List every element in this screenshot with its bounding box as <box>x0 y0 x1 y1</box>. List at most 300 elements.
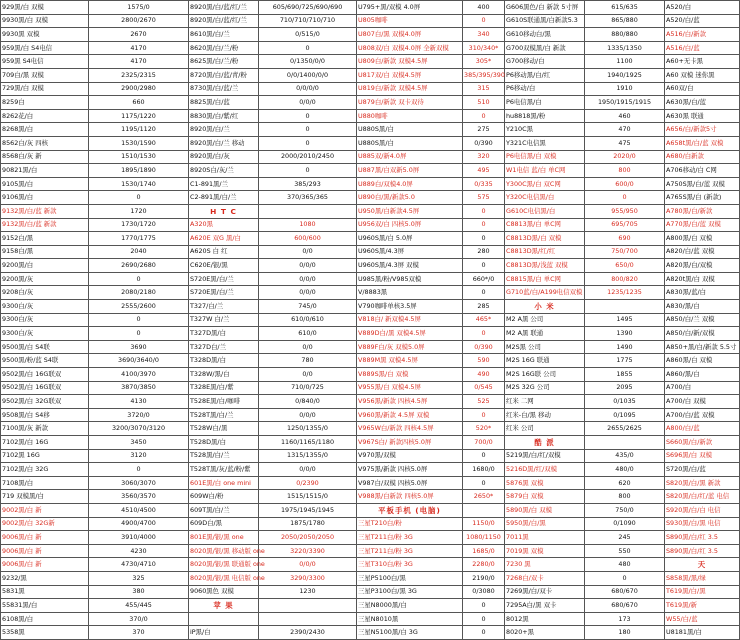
table-cell: 800 <box>585 164 665 178</box>
table-cell: 4170 <box>89 41 189 55</box>
table-row <box>1 463 740 477</box>
table-cell: V889S黑/白 双模 <box>357 368 463 382</box>
table-cell: 700/0 <box>463 436 505 450</box>
table-cell: 8625黑/白/兰/粉 <box>189 55 259 69</box>
table-cell: 7268白/双卡 <box>505 571 585 585</box>
table-cell <box>259 204 357 218</box>
table-cell: 650/0 <box>585 259 665 273</box>
table-cell: 4900/4700 <box>89 517 189 531</box>
table-cell: 750/700 <box>585 245 665 259</box>
table-cell <box>463 503 505 517</box>
table-cell: A800/白/蓝 <box>665 422 740 436</box>
table-row <box>1 204 740 218</box>
table-cell: 0 <box>463 408 505 422</box>
table-cell: 9930黑 双模 <box>1 28 89 42</box>
table-cell: S930黑/白/黑 电信 <box>665 517 740 531</box>
table-cell: C8813D黑/红/红 <box>505 245 585 259</box>
table-cell: 9232/黑 <box>1 571 89 585</box>
table-cell: V956黑/新款 四核4.5屏 <box>357 395 463 409</box>
table-cell: 1335/1350 <box>585 41 665 55</box>
table-cell: 780 <box>259 354 357 368</box>
table-cell: 红米 二网 <box>505 395 585 409</box>
table-cell: 3450 <box>89 436 189 450</box>
table-cell: 8920黑/白/兰 <box>189 123 259 137</box>
table-cell: 2095 <box>585 381 665 395</box>
table-cell: 0 <box>89 327 189 341</box>
table-cell: 3200/3070/3120 <box>89 422 189 436</box>
table-cell: 9500黑/白 S4联 <box>1 340 89 354</box>
table-cell: 0 <box>585 571 665 585</box>
table-cell: 三星N5100黑/白 3G <box>357 626 463 640</box>
table-cell: 4230 <box>89 544 189 558</box>
table-cell: 525 <box>463 395 505 409</box>
table-cell: 315 <box>463 82 505 96</box>
table-cell: 三星T211白/粉 3G <box>357 531 463 545</box>
table-row <box>1 259 740 273</box>
table-cell: 0 <box>259 109 357 123</box>
table-cell: A516/白/蓝 <box>665 41 740 55</box>
table-cell: 1940/1925 <box>585 68 665 82</box>
table-cell: T528T黑/灰/蓝/粉/紫 <box>189 463 259 477</box>
table-cell: 5879白 双模 <box>505 490 585 504</box>
table-row <box>1 408 740 422</box>
section-heading: 天 <box>665 558 740 572</box>
table-cell: iP黑/白 <box>189 626 259 640</box>
table-cell: T327D黑/白 <box>189 327 259 341</box>
table-cell: 400 <box>463 1 505 15</box>
table-cell: M2 A黑 公司 <box>505 313 585 327</box>
table-row <box>1 436 740 450</box>
table-cell: S720E黑/白/兰 <box>189 272 259 286</box>
table-cell: M2S 32G 公司 <box>505 381 585 395</box>
table-cell: A830/黑/白 <box>665 300 740 314</box>
table-cell: S660黑/白/新款 <box>665 436 740 450</box>
table-row <box>1 381 740 395</box>
table-cell: hu8818黑/粉 <box>505 109 585 123</box>
table-cell: 0 <box>463 612 505 626</box>
table-cell: 5950黑/白/黑 <box>505 517 585 531</box>
table-cell: 380 <box>89 585 189 599</box>
table-row <box>1 422 740 436</box>
table-cell: 1910 <box>585 82 665 96</box>
table-cell: S820黑/白/红/蓝 电信 <box>665 490 740 504</box>
section-heading: 平板手机 (电脑) <box>357 503 463 517</box>
table-cell: U880S黑/白 <box>357 123 463 137</box>
table-cell: A320黑 <box>189 218 259 232</box>
table-cell: M2S 16G 联通 <box>505 354 585 368</box>
table-cell: A620S 白 红 <box>189 245 259 259</box>
table-cell: A620E 双G 黑/白 <box>189 232 259 246</box>
table-cell: A820/白/蓝 双模 <box>665 245 740 259</box>
table-row <box>1 68 740 82</box>
table-row <box>1 300 740 314</box>
table-cell: 2325/2315 <box>89 68 189 82</box>
table-row <box>1 558 740 572</box>
table-cell: 90821黑/白 <box>1 164 89 178</box>
table-cell <box>259 612 357 626</box>
table-row <box>1 449 740 463</box>
table-cell: 0/0/0 <box>259 408 357 422</box>
table-cell: 8720黑/白/蓝/青/粉 <box>189 68 259 82</box>
table-cell: V960黑/新款 4.5屏 双模 <box>357 408 463 422</box>
table-cell: 8020+黑 <box>505 626 585 640</box>
table-cell: 8562白/灰 四核 <box>1 136 89 150</box>
table-cell: 0/0/0 <box>259 558 357 572</box>
table-cell: 615/635 <box>585 1 665 15</box>
table-cell: 1080 <box>259 218 357 232</box>
table-cell: A60+无卡黑 <box>665 55 740 69</box>
table-cell: G610C电信黑/白 <box>505 204 585 218</box>
table-cell: 8020黑/银/黑 移动版 one <box>189 544 259 558</box>
table-cell: T328E黑/白/紫 <box>189 381 259 395</box>
table-cell: S858黑/黑/绿 <box>665 571 740 585</box>
section-heading: 酷 派 <box>505 436 585 450</box>
table-cell: 8825黑/白/蓝 <box>189 96 259 110</box>
table-cell: 9002黑/白 新 <box>1 503 89 517</box>
table-cell: 7011黑 <box>505 531 585 545</box>
table-cell: 600/0 <box>585 177 665 191</box>
table-cell: 8920黑/白/兰 移动 <box>189 136 259 150</box>
table-cell: 385/395/390 <box>463 68 505 82</box>
table-cell: S696黑/白 双模 <box>665 449 740 463</box>
table-cell: S890黑/白/红 3.5 <box>665 531 740 545</box>
table-cell: 0/840/0 <box>259 395 357 409</box>
table-row <box>1 96 740 110</box>
table-cell: U960S黑/4.3屏 <box>357 245 463 259</box>
table-row <box>1 490 740 504</box>
table-cell: 5219黑/白/红/双模 <box>505 449 585 463</box>
table-cell: 340 <box>463 28 505 42</box>
table-cell: 4170 <box>89 55 189 69</box>
table-cell: 4730/4710 <box>89 558 189 572</box>
table-cell: Y320C电信黑/白 <box>505 191 585 205</box>
table-cell: U8181黑/白 <box>665 626 740 640</box>
table-cell: 9152白/黑 <box>1 232 89 246</box>
table-cell: 8920黑/白/蓝/红/兰 <box>189 14 259 28</box>
table-cell: 0/390 <box>463 340 505 354</box>
table-cell: 5831黑 <box>1 585 89 599</box>
table-cell: C8815黑/白 单C网 <box>505 272 585 286</box>
table-cell: 8610黑/白/兰 <box>189 28 259 42</box>
table-cell: A700/白 <box>665 381 740 395</box>
table-cell: 9502黑/白 16G联双 <box>1 381 89 395</box>
table-cell: 180 <box>585 626 665 640</box>
table-cell: T528E黑/白/咖啡 <box>189 395 259 409</box>
table-cell: 0 <box>463 449 505 463</box>
table-cell: A520/白 <box>665 1 740 15</box>
table-cell: 0 <box>259 136 357 150</box>
table-cell: P6移动/白 <box>505 82 585 96</box>
table-cell: 325 <box>89 571 189 585</box>
table-row <box>1 191 740 205</box>
table-cell: 4510/4500 <box>89 503 189 517</box>
table-cell: U956双/白 四核5.0屏 <box>357 218 463 232</box>
table-cell: A520/白/蓝 <box>665 14 740 28</box>
table-cell: 0/0/1400/0/0 <box>259 68 357 82</box>
table-cell: C1-891黑/兰 <box>189 177 259 191</box>
table-cell: 0 <box>89 272 189 286</box>
table-cell: 880/880 <box>585 28 665 42</box>
table-cell: 1150/0 <box>463 517 505 531</box>
table-cell: 8730黑/白/蓝/兰 <box>189 82 259 96</box>
section-heading: H T C <box>189 204 259 218</box>
table-cell: 三星T211白/粉 3G <box>357 544 463 558</box>
table-cell: V/8883黑 <box>357 286 463 300</box>
table-cell: 1975/1945/1945 <box>259 503 357 517</box>
table-cell: 3870/3850 <box>89 381 189 395</box>
table-cell: 6108黑/白 <box>1 612 89 626</box>
table-cell: 490 <box>463 368 505 382</box>
table-cell: C620E/银/黑 <box>189 259 259 273</box>
table-row <box>1 150 740 164</box>
table-cell: 0/2390 <box>259 476 357 490</box>
table-cell: 3720/0 <box>89 408 189 422</box>
table-cell: 1315/1355/0 <box>259 449 357 463</box>
table-cell: 7230 黑 <box>505 558 585 572</box>
table-cell: A658t黑/白/蓝 双模 <box>665 136 740 150</box>
table-cell: G606黑色/白 新款 5寸屏 <box>505 1 585 15</box>
table-cell: P6电信黑/白 <box>505 96 585 110</box>
table-cell: A850/白/兰 双模 <box>665 313 740 327</box>
table-cell: 729黑/白 双模 <box>1 82 89 96</box>
table-row <box>1 626 740 640</box>
table-row <box>1 612 740 626</box>
table-cell: 955/950 <box>585 204 665 218</box>
table-cell: 1160/1165/1180 <box>259 436 357 450</box>
table-cell: 0 <box>89 463 189 477</box>
table-cell: 0 <box>463 109 505 123</box>
table-cell: 2655/2625 <box>585 422 665 436</box>
table-cell: A765S黑/白 (新款) <box>665 191 740 205</box>
table-cell: 285 <box>463 300 505 314</box>
table-cell: C8813黑/白 单C网 <box>505 218 585 232</box>
table-cell: U890白/黑/新款5.0 <box>357 191 463 205</box>
table-cell: 8920黑/白/蓝/红/兰 <box>189 1 259 15</box>
table-cell: M2 A黑 联通 <box>505 327 585 341</box>
table-cell: 9106黑/白 <box>1 191 89 205</box>
table-cell: 55831黑/白 <box>1 599 89 613</box>
table-cell: T328D黑/白 <box>189 354 259 368</box>
table-cell <box>585 436 665 450</box>
table-cell: 红米-白/黑 移动 <box>505 408 585 422</box>
table-cell: 2555/2600 <box>89 300 189 314</box>
table-cell: 8012黑 <box>505 612 585 626</box>
table-cell: U795+黑/双模 4.0屏 <box>357 1 463 15</box>
table-cell: 9132黑/白/蓝 新款 <box>1 204 89 218</box>
table-cell: U879白/新款 双卡双待 <box>357 96 463 110</box>
table-cell <box>189 612 259 626</box>
table-cell: V790咖啡单核3.5屏 <box>357 300 463 314</box>
table-cell: 0/1035 <box>585 395 665 409</box>
table-row <box>1 123 740 137</box>
table-cell: 455/445 <box>89 599 189 613</box>
table-cell: 9006黑/白 新 <box>1 531 89 545</box>
table-cell: 2020/0 <box>585 150 665 164</box>
table-cell: 7269黑/白/双卡 <box>505 585 585 599</box>
table-cell: 1530/1590 <box>89 136 189 150</box>
table-cell: 2900/2980 <box>89 82 189 96</box>
table-cell: 9105黑/白 <box>1 177 89 191</box>
table-cell: 7295A白/黑 双卡 <box>505 599 585 613</box>
table-cell: A630黑 联通 <box>665 109 740 123</box>
table-cell: 9208白/灰 <box>1 286 89 300</box>
table-cell: 8020黑/银/黑 联通版 one <box>189 558 259 572</box>
table-cell: 0/0/0/0 <box>259 82 357 96</box>
table-cell: G710蓝/白/A199电信双模 <box>505 286 585 300</box>
table-cell: 9060黑色 双模 <box>189 585 259 599</box>
table-cell: 1080/1150 <box>463 531 505 545</box>
table-cell: 590 <box>463 354 505 368</box>
table-row <box>1 395 740 409</box>
section-heading: 苹 果 <box>189 599 259 613</box>
table-cell: T619黑/新 <box>665 599 740 613</box>
table-cell: 1250/1355/0 <box>259 422 357 436</box>
table-cell: 465* <box>463 313 505 327</box>
table-row <box>1 585 740 599</box>
table-cell: 800/820 <box>585 272 665 286</box>
table-cell: S820黑/白/黑 新款 <box>665 476 740 490</box>
table-cell: 9300白/灰 <box>1 327 89 341</box>
table-row <box>1 517 740 531</box>
table-cell: 2670 <box>89 28 189 42</box>
table-cell: A860黑/白 双模 <box>665 354 740 368</box>
table-cell: 690 <box>585 232 665 246</box>
table-cell: T528D黑/白 <box>189 436 259 450</box>
table-row <box>1 177 740 191</box>
table-cell <box>585 300 665 314</box>
table-cell: 0/515/0 <box>259 28 357 42</box>
table-cell: 600/600 <box>259 232 357 246</box>
table-cell: T528黑/白/兰 <box>189 449 259 463</box>
table-cell: 1235/1235 <box>585 286 665 300</box>
table-cell: 3120 <box>89 449 189 463</box>
table-cell: 8920S白/灰/兰 <box>189 164 259 178</box>
table-row <box>1 164 740 178</box>
table-cell: 2280/0 <box>463 558 505 572</box>
table-cell: 0 <box>463 218 505 232</box>
table-cell: 0/3080 <box>463 585 505 599</box>
table-cell: 710/0/725 <box>259 381 357 395</box>
table-cell: 8262花/白 <box>1 109 89 123</box>
table-cell: 745/0 <box>259 300 357 314</box>
table-cell: Y321C电信黑 <box>505 136 585 150</box>
table-cell: 5890黑/白 双模 <box>505 503 585 517</box>
table-cell: 8620黑/白/兰/粉 <box>189 41 259 55</box>
table-cell: M2S 16G联 公司 <box>505 368 585 382</box>
table-cell: 801E黑/银/黑 one <box>189 531 259 545</box>
table-row <box>1 272 740 286</box>
table-cell: T619黑/白/黑 <box>665 585 740 599</box>
table-row <box>1 82 740 96</box>
table-cell: V970黑/双模 <box>357 449 463 463</box>
table-cell: G610S联通黑/白新款5.3 <box>505 14 585 28</box>
table-cell: 385/293 <box>259 177 357 191</box>
table-cell: 1895/1890 <box>89 164 189 178</box>
table-cell: A706移动/白 C网 <box>665 164 740 178</box>
table-cell: 8920黑/白/灰 <box>189 150 259 164</box>
table-cell: V988黑/白新款 四核5.0屏 <box>357 490 463 504</box>
table-cell: S720黑/白/蓝 <box>665 463 740 477</box>
table-cell: 0 <box>463 232 505 246</box>
table-cell: 1175/1220 <box>89 109 189 123</box>
table-cell: 三星T210白/粉 <box>357 517 463 531</box>
table-cell: 9500黑/粉/蓝 S4联 <box>1 354 89 368</box>
table-cell: 800 <box>585 490 665 504</box>
table-cell: 550 <box>585 544 665 558</box>
table-cell: 575 <box>463 191 505 205</box>
table-cell: 1100 <box>585 55 665 69</box>
table-cell: 0 <box>89 191 189 205</box>
table-cell: 9200黑/白 <box>1 259 89 273</box>
table-cell: V889F白/灰 双模5.0屏 <box>357 340 463 354</box>
table-cell: 0/1090 <box>585 517 665 531</box>
table-cell: 305* <box>463 55 505 69</box>
table-row <box>1 1 740 15</box>
table-cell: 750/0 <box>585 503 665 517</box>
table-cell: 609T黑/白/兰 <box>189 503 259 517</box>
table-cell: U817双/白 双模4.5屏 <box>357 68 463 82</box>
table-cell: 470 <box>585 123 665 137</box>
section-heading: 小 米 <box>505 300 585 314</box>
table-cell: U885双/新4.0屏 <box>357 150 463 164</box>
table-cell: 620 <box>585 476 665 490</box>
table-cell: 8568白/灰 新 <box>1 150 89 164</box>
table-row <box>1 313 740 327</box>
table-cell: 3560/3570 <box>89 490 189 504</box>
table-cell: 9006黑/白 新 <box>1 544 89 558</box>
table-cell: 480/0 <box>585 463 665 477</box>
table-cell: A830黑/蓝/白 <box>665 286 740 300</box>
table-cell: 680/670 <box>585 585 665 599</box>
table-cell: U880S黑/白 <box>357 136 463 150</box>
table-cell: A820t黑/白 双模 <box>665 272 740 286</box>
table-cell: U880咖啡 <box>357 109 463 123</box>
table-cell: 0/0 <box>259 340 357 354</box>
table-row <box>1 232 740 246</box>
table-cell: 601E黑/白 one mini <box>189 476 259 490</box>
table-cell: 959黑 S4电信 <box>1 55 89 69</box>
table-cell: 5358黑 <box>1 626 89 640</box>
table-cell: 9158白/黑 <box>1 245 89 259</box>
table-cell: G610移动白/黑 <box>505 28 585 42</box>
table-row <box>1 245 740 259</box>
table-cell: A630黑/白/蓝 <box>665 96 740 110</box>
table-cell: 8268黑/白 <box>1 123 89 137</box>
table-cell: 2000/2010/2450 <box>259 150 357 164</box>
table-cell: Y210C黑 <box>505 123 585 137</box>
table-cell: 435/0 <box>585 449 665 463</box>
table-cell: 275 <box>463 123 505 137</box>
table-row <box>1 14 740 28</box>
table-cell: Y300C黑/白 双C网 <box>505 177 585 191</box>
table-cell: 三星N8010黑 <box>357 612 463 626</box>
table-cell: 9200黑/灰 <box>1 272 89 286</box>
table-cell: 370/365/365 <box>259 191 357 205</box>
table-cell: 9300白/灰 <box>1 300 89 314</box>
table-cell: 3220/3390 <box>259 544 357 558</box>
table-cell: A860/黑/白 <box>665 368 740 382</box>
table-cell: 9006黑/白 新 <box>1 558 89 572</box>
table-cell: 三星T310白/粉 3G <box>357 558 463 572</box>
table-row <box>1 476 740 490</box>
table-cell: U889白/双模4.0屏 <box>357 177 463 191</box>
table-cell: 三星P3100白/黑 3G <box>357 585 463 599</box>
table-row <box>1 368 740 382</box>
table-cell: 320 <box>463 150 505 164</box>
table-cell: A850+黑/白/新款 5.5寸 <box>665 340 740 354</box>
table-cell: A680/白新款 <box>665 150 740 164</box>
table-cell: 1680/0 <box>463 463 505 477</box>
